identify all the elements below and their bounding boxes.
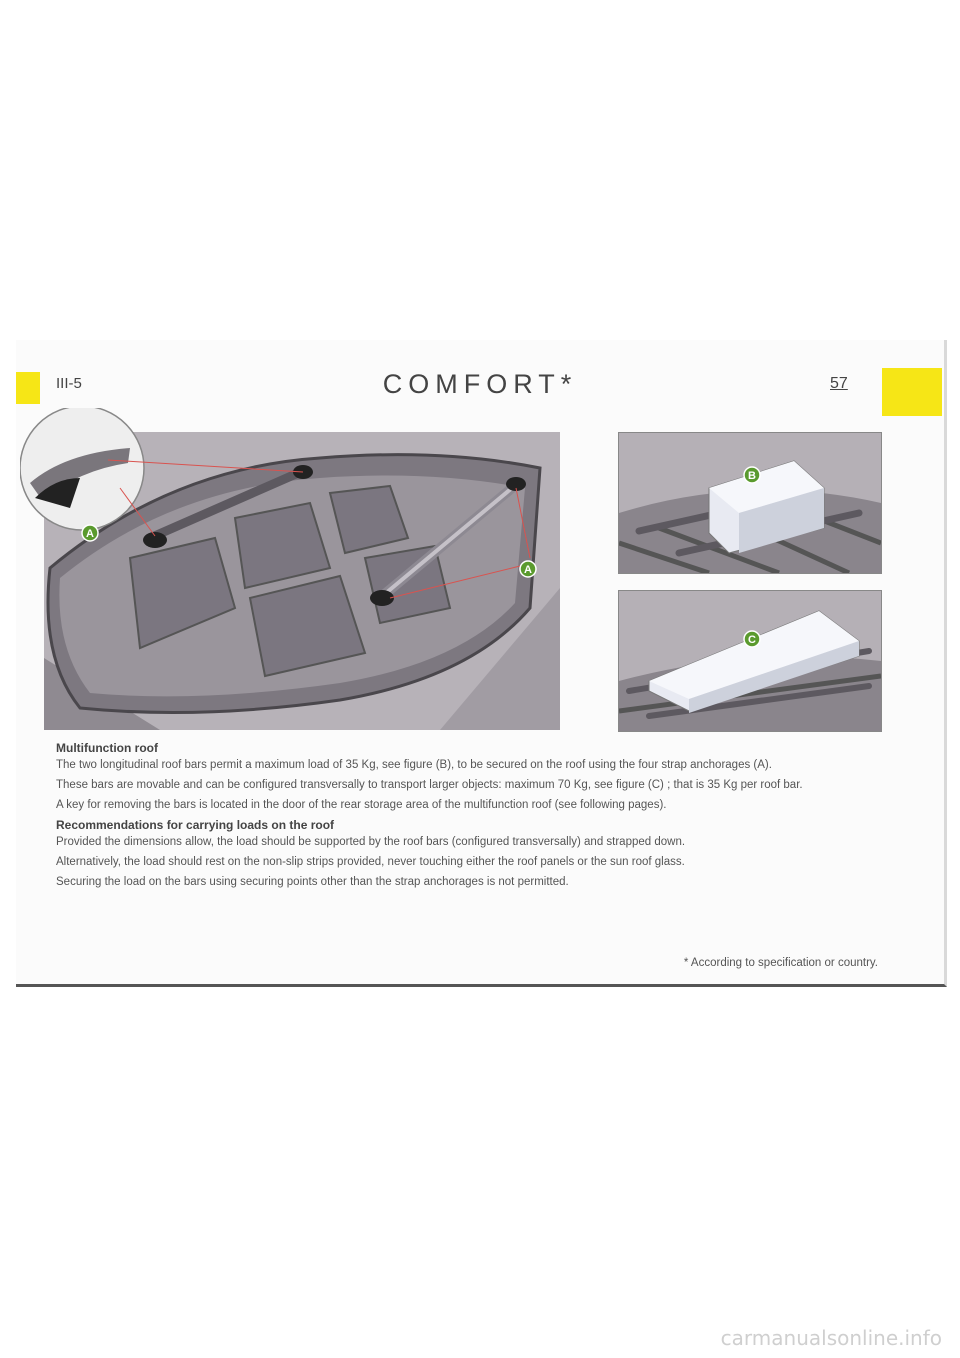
footnote: * According to specification or country.	[683, 957, 878, 969]
paragraph-6: Securing the load on the bars using securing points other than the strap anchorages is not permitted.	[56, 876, 569, 888]
label-b: B	[748, 470, 756, 482]
label-a-left: A	[86, 528, 94, 540]
page-content	[56, 742, 878, 896]
watermark: carmanualsonline.info	[720, 1326, 942, 1350]
heading-recommendations: Recommendations for carrying loads on the roof	[56, 818, 335, 832]
paragraph-4: Provided the dimensions allow, the load should be supported by the roof bars (configured transversally) and strapped down.	[56, 836, 686, 848]
paragraph-1: The two longitudinal roof bars permit a maximum load of 35 Kg, see figure (B), to be secured on the roof using the four strap anchorages (A).	[56, 759, 772, 771]
figure-c-transverse-load	[618, 590, 882, 732]
section-code: III-5	[56, 375, 82, 392]
page-number: 57	[830, 375, 848, 392]
section-title: COMFORT*	[382, 369, 578, 399]
paragraph-3: A key for removing the bars is located in the door of the rear storage area of the multifunction roof (see following pages).	[56, 799, 667, 811]
paragraph-5: Alternatively, the load should rest on the non-slip strips provided, never touching either the roof panels or the sun roof glass.	[56, 856, 685, 868]
figure-b-longitudinal-load	[618, 432, 882, 574]
heading-multifunction-roof: Multifunction roof	[56, 741, 158, 755]
label-a-right: A	[524, 564, 532, 576]
label-c: C	[748, 634, 756, 646]
paragraph-2: These bars are movable and can be configured transversally to transport larger objects: maximum 70 Kg, see figure (C) ; that is 35 Kg per roof bar.	[56, 779, 803, 791]
roof-bars-illustration	[20, 408, 560, 730]
